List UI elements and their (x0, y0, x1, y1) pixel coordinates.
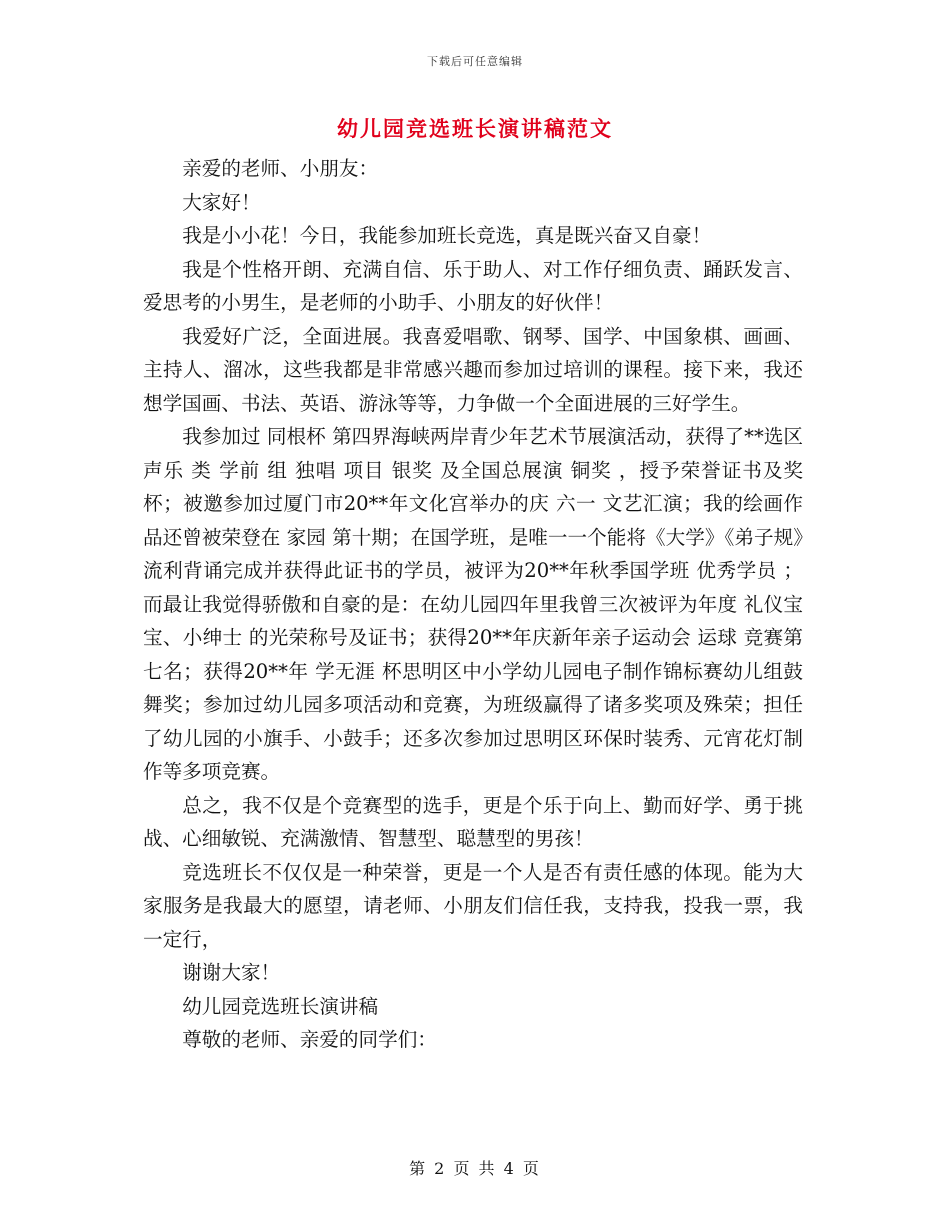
paragraph-hobbies: 我爱好广泛，全面进展。我喜爱唱歌、钢琴、国学、中国象棋、画画、主持人、溜冰，这些我都是非常感兴趣而参加过培训的课程。接下来，我还想学国画、书法、英语、游泳等等，力争做一个全面进展的三好学生。 (143, 324, 803, 415)
paragraph-personality: 我是个性格开朗、充满自信、乐于助人、对工作仔细负责、踊跃发言、爱思考的小男生，是老师的小助手、小朋友的好伙伴！ (143, 257, 803, 314)
paragraph-intro: 我是小小花！今日，我能参加班长竞选，真是既兴奋又自豪！ (182, 224, 712, 247)
paragraph-awards: 我参加过 同根杯 第四界海峡两岸青少年艺术节展演活动，获得了**选区 声乐 类 学前 组 独唱 项目 银奖 及全国总展演 铜奖 ，授予荣誉证书及奖杯；被邀参加过厦门市20**年文化宫举办的庆 六一 文艺汇演；我的绘画作品还曾被荣登在 家园 第十期；在国学班，是唯一一个能将《大学》《弟子规》流利背诵完成并获得此证书的学员，被评为20**年秋季国学班 优秀学员 ；而最让我觉得骄傲和自豪的是：在幼儿园四年里我曾三次被评为年度 礼仪宝宝、小绅士 的光荣称号及证书；获得20**年庆新年亲子运动会 运球 竞赛第七名；获得20**年 学无涯 杯思明区中小学幼儿园电子制作锦标赛幼儿组鼓舞奖；参加过幼儿园多项活动和竞赛，为班级赢得了诸多奖项及殊荣；担任了幼儿园的小旗手、小鼓手；还多次参加过思明区环保时装秀、元宵花灯制作等多项竞赛。 (143, 425, 803, 783)
paragraph-thanks: 谢谢大家！ (182, 961, 281, 984)
paragraph-second-greeting: 尊敬的老师、亲爱的同学们： (182, 1028, 437, 1051)
paragraph-appeal: 竞选班长不仅仅是一种荣誉，更是一个人是否有责任感的体现。能为大家服务是我最大的愿望，请老师、小朋友们信任我，支持我，投我一票，我一定行， (143, 860, 803, 951)
paragraph-greeting: 亲爱的老师、小朋友： (182, 157, 379, 180)
document-title: 幼儿园竞选班长演讲稿范文 (337, 116, 613, 141)
header-note: 下载后可任意编辑 (427, 55, 523, 68)
paragraph-hello: 大家好！ (182, 190, 261, 214)
paragraph-summary: 总之，我不仅是个竞赛型的选手，更是个乐于向上、勤而好学、勇于挑战、心细敏锐、充满激情、智慧型、聪慧型的男孩！ (143, 793, 803, 850)
page-number: 第 2 页 共 4 页 (409, 1159, 541, 1178)
document-body (143, 152, 803, 1057)
paragraph-second-title: 幼儿园竞选班长演讲稿 (182, 994, 379, 1018)
